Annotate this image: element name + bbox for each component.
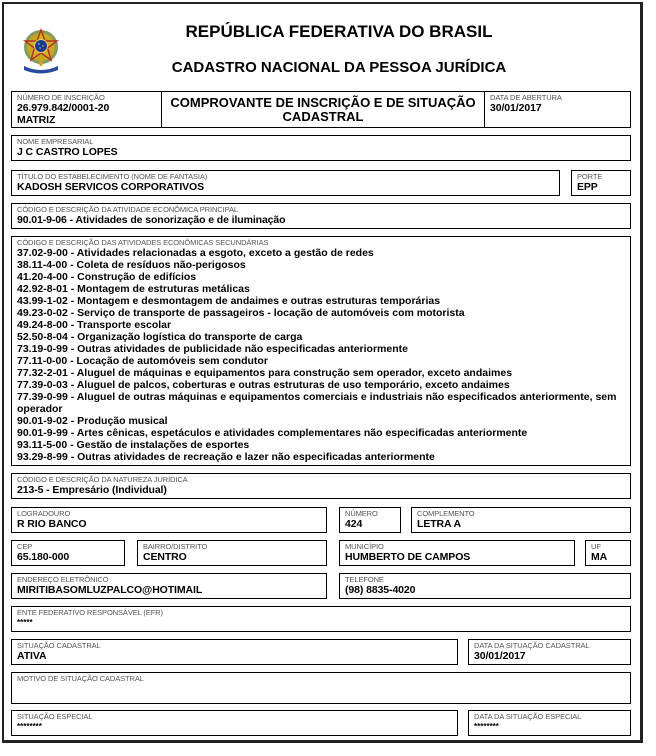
logradouro-label: LOGRADOURO [17,509,71,518]
porte-box [571,170,631,196]
comprovante-title-line1: COMPROVANTE DE INSCRIÇÃO E DE SITUAÇÃO [170,95,476,110]
numero-value: 424 [345,518,363,530]
complemento-label: COMPLEMENTO [417,509,475,518]
telefone-box [339,573,631,599]
telefone-value: (98) 8835-4020 [345,584,416,596]
atividade-secundaria-item: 77.11-0-00 - Locação de automóveis sem condutor [17,355,268,367]
efr-box [11,606,631,632]
atividade-secundaria-item: 49.23-0-02 - Serviço de transporte de passageiros - locação de automóveis com motorista [17,307,465,319]
atividade-secundaria-item: 43.99-1-02 - Montagem e desmontagem de andaimes e outras estruturas temporárias [17,295,441,307]
cep-label: CEP [17,542,33,551]
atividade-secundaria-item: 49.24-8-00 - Transporte escolar [17,319,172,331]
atividade-secundaria-item: 52.50-8-04 - Organização logística do transporte de carga [17,331,303,343]
header-title: REPÚBLICA FEDERATIVA DO BRASIL [185,22,493,41]
situacao-cadastral-value: ATIVA [17,650,47,662]
cnpj-value: 26.979.842/0001-20 [17,102,110,114]
complemento-value: LETRA A [417,518,462,530]
motivo-situacao-label: MOTIVO DE SITUAÇÃO CADASTRAL [17,674,144,683]
telefone-label: TELEFONE [345,575,384,584]
porte-value: EPP [577,181,598,193]
natureza-juridica-value: 213-5 - Empresário (Individual) [17,484,167,496]
motivo-situacao-box [11,672,631,704]
atividade-secundaria-item: 77.39-0-03 - Aluguel de palcos, coberturas e outras estruturas de uso temporário, exceto andaimes [17,379,510,391]
abertura-box [484,91,631,128]
atividade-principal-box [11,203,631,229]
municipio-label: MUNICÍPIO [345,542,384,551]
data-situacao-cadastral-box [468,639,631,665]
email-value: MIRITIBASOMLUZPALCO@HOTIMAIL [17,584,203,596]
logradouro-value: R RIO BANCO [17,518,87,530]
brazil-coat-of-arms-icon [18,26,64,76]
comprovante-box [161,91,485,128]
natureza-juridica-label: CÓDIGO E DESCRIÇÃO DA NATUREZA JURÍDICA [17,475,188,484]
efr-label: ENTE FEDERATIVO RESPONSÁVEL (EFR) [17,608,163,617]
atividade-secundaria-item: 77.39-0-99 - Aluguel de outras máquinas e equipamentos comerciais e industriais não especificados anteriormente, sem operador [17,391,617,415]
email-box [11,573,327,599]
atividade-secundaria-item: 38.11-4-00 - Coleta de resíduos não-perigosos [17,259,246,271]
atividade-secundaria-item: 90.01-9-99 - Artes cênicas, espetáculos e atividades complementares não especificadas anteriormente [17,427,528,439]
inscricao-label: NÚMERO DE INSCRIÇÃO [17,93,105,102]
situacao-especial-box [11,710,458,736]
situacao-cadastral-label: SITUAÇÃO CADASTRAL [17,641,101,650]
nome-empresarial-label: NOME EMPRESARIAL [17,137,94,146]
fantasia-value: KADOSH SERVICOS CORPORATIVOS [17,181,205,193]
atividade-secundaria-item: 37.02-9-00 - Atividades relacionadas a esgoto, exceto a gestão de redes [17,247,374,259]
efr-value: ***** [17,618,33,627]
atividade-secundaria-item: 73.19-0-99 - Outras atividades de publicidade não especificadas anteriormente [17,343,408,355]
uf-label: UF [591,542,601,551]
data-situacao-especial-label: DATA DA SITUAÇÃO ESPECIAL [474,712,582,721]
fantasia-label: TÍTULO DO ESTABELECIMENTO (NOME DE FANTASIA) [17,172,208,181]
cep-box [11,540,125,566]
atividade-secundaria-item: 93.29-8-99 - Outras atividades de recreação e lazer não especificadas anteriormente [17,451,435,463]
abertura-label: DATA DE ABERTURA [490,93,562,102]
cep-value: 65.180-000 [17,551,70,563]
abertura-value: 30/01/2017 [490,102,542,114]
complemento-box [411,507,631,533]
tipo-value: MATRIZ [17,114,56,126]
uf-value: MA [591,551,608,563]
atividades-secundarias-box [11,236,631,466]
inscricao-box [11,91,162,128]
atividade-principal-value: 90.01-9-06 - Atividades de sonorização e de iluminação [17,214,286,226]
bairro-label: BAIRRO/DISTRITO [143,542,208,551]
document-frame [2,2,643,743]
atividade-secundaria-item: 42.92-8-01 - Montagem de estruturas metálicas [17,283,250,295]
atividades-secundarias-list [17,247,625,463]
porte-label: PORTE [577,172,603,181]
comprovante-title-line2: CADASTRAL [282,109,364,124]
nome-empresarial-value: J C CASTRO LOPES [17,146,118,158]
email-label: ENDEREÇO ELETRÔNICO [17,575,109,584]
situacao-especial-label: SITUAÇÃO ESPECIAL [17,712,93,721]
logradouro-box [11,507,327,533]
numero-box [339,507,401,533]
data-situacao-cadastral-label: DATA DA SITUAÇÃO CADASTRAL [474,641,590,650]
atividade-principal-label: CÓDIGO E DESCRIÇÃO DA ATIVIDADE ECONÔMICA PRINCIPAL [17,205,238,214]
data-situacao-especial-value: ******** [474,722,499,731]
bairro-value: CENTRO [143,551,187,563]
situacao-especial-value: ******** [17,722,42,731]
municipio-value: HUMBERTO DE CAMPOS [345,551,471,563]
data-situacao-especial-box [468,710,631,736]
situacao-cadastral-box [11,639,458,665]
header-subtitle: CADASTRO NACIONAL DA PESSOA JURÍDICA [171,59,507,76]
atividade-secundaria-item: 41.20-4-00 - Construção de edifícios [17,271,197,283]
natureza-juridica-box [11,473,631,499]
numero-label: NÚMERO [345,509,378,518]
bairro-box [137,540,327,566]
nome-empresarial-box [11,135,631,161]
atividades-secundarias-label: CÓDIGO E DESCRIÇÃO DAS ATIVIDADES ECONÔMICAS SECUNDÁRIAS [17,238,269,247]
atividade-secundaria-item: 93.11-5-00 - Gestão de instalações de esportes [17,439,250,451]
atividade-secundaria-item: 77.32-2-01 - Aluguel de máquinas e equipamentos para construção sem operador, exceto andaimes [17,367,513,379]
uf-box [585,540,631,566]
fantasia-box [11,170,560,196]
data-situacao-cadastral-value: 30/01/2017 [474,650,526,662]
atividade-secundaria-item: 90.01-9-02 - Produção musical [17,415,168,427]
municipio-box [339,540,575,566]
